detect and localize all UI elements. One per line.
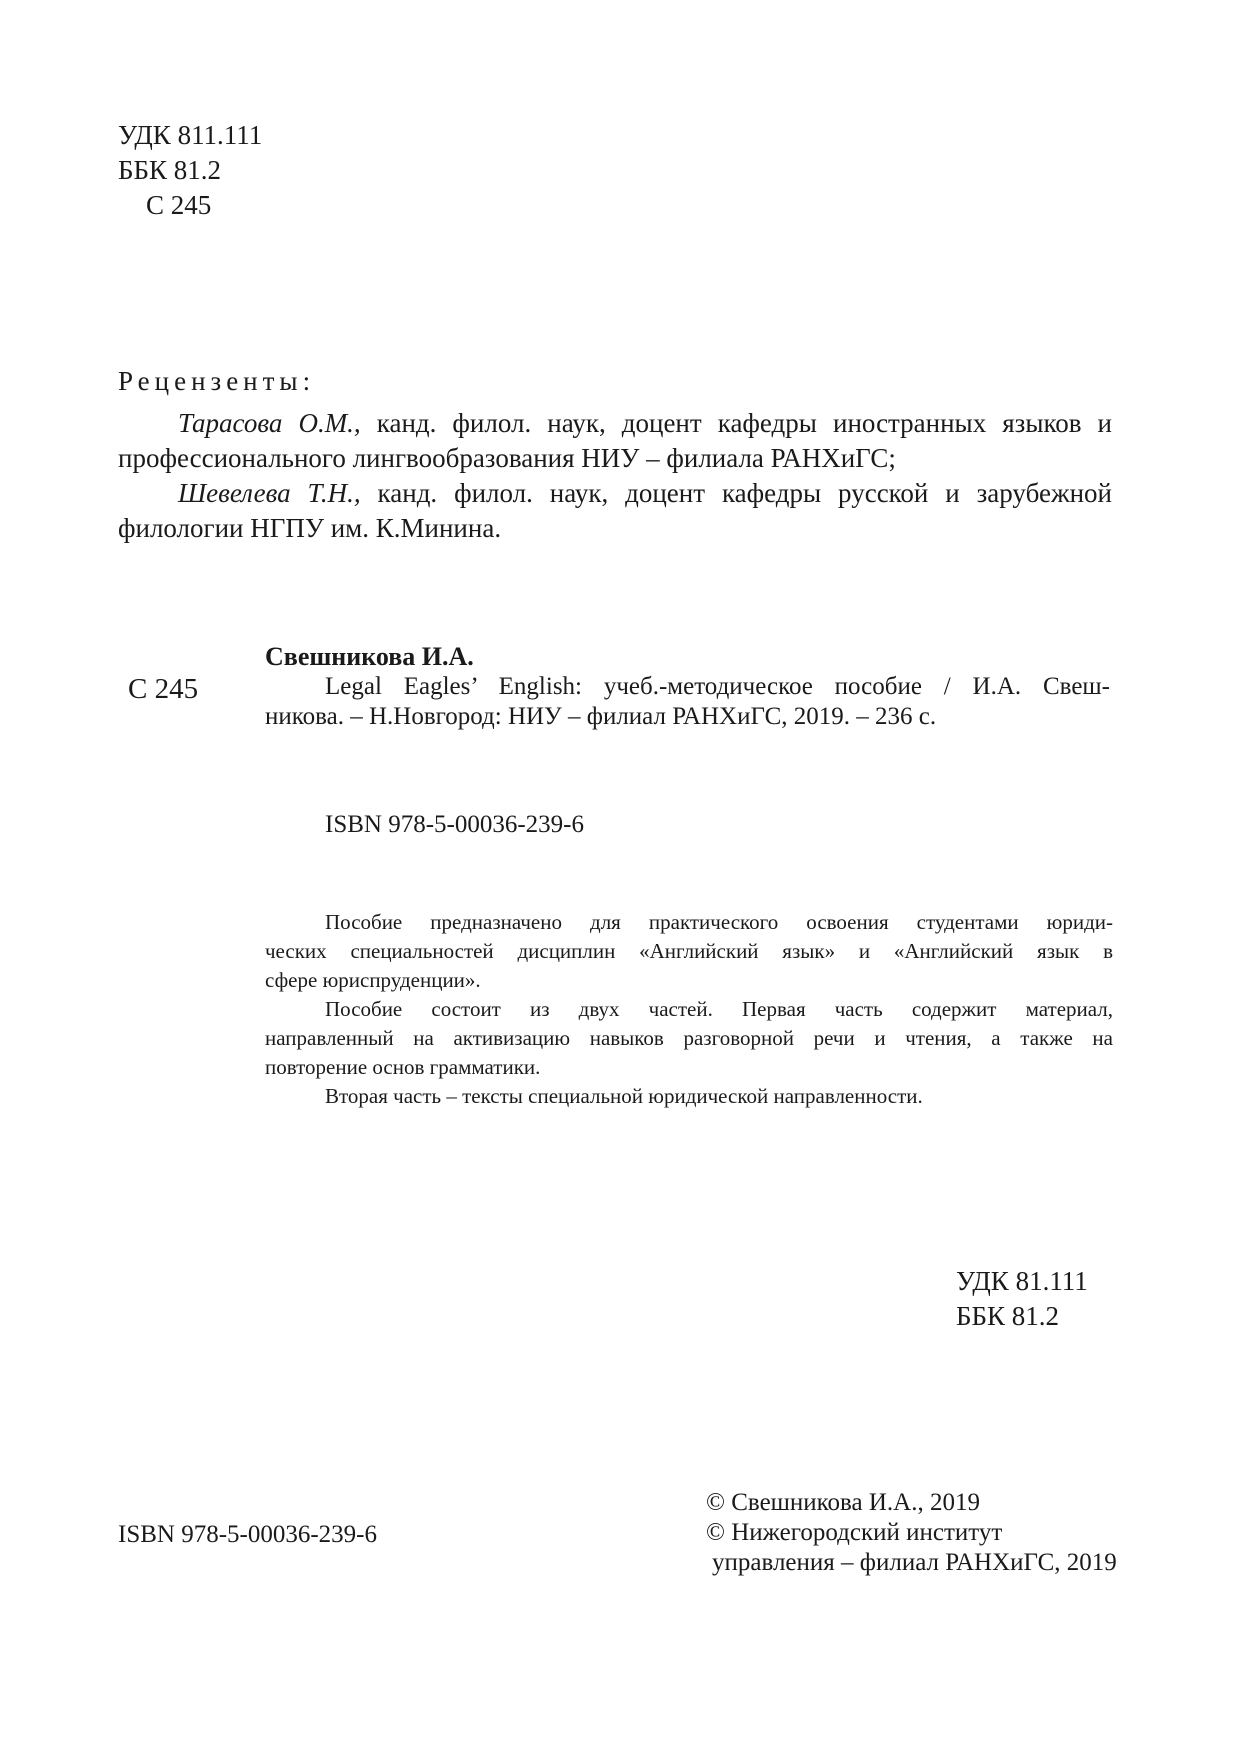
annotation xyxy=(265,908,1113,1111)
reviewer1-name: Тарасова О.М., xyxy=(178,408,361,438)
author-mark: С 245 xyxy=(146,190,212,220)
reviewer2-details: канд. филол. наук, доцент кафедры русской и зарубежной xyxy=(377,478,1112,508)
bib-isbn: ISBN 978-5-00036-239-6 xyxy=(325,811,585,838)
copyright-institute-l1: © Нижегородский институт xyxy=(706,1519,1003,1546)
bbk-code-bottom: ББК 81.2 xyxy=(956,1301,1060,1331)
annotation-p1-l2: ческих специальностей дисциплин «Английский язык» и «Английский язык в xyxy=(265,939,1113,963)
copyright-block xyxy=(706,1488,1117,1578)
reviewer2-line1 xyxy=(118,476,1112,511)
reviewers-block xyxy=(118,406,1112,546)
classification-top xyxy=(118,118,262,223)
bib-record xyxy=(265,642,1110,732)
bbk-code: ББК 81.2 xyxy=(118,155,222,185)
bib-line2: никова. – Н.Новгород: НИУ – филиал РАНХиГС, 2019. – 236 с. xyxy=(265,703,937,730)
reviewer1-line1 xyxy=(118,406,1112,441)
annotation-p1-l3: сфере юриспруденции». xyxy=(265,968,481,992)
footer-isbn: ISBN 978-5-00036-239-6 xyxy=(118,1521,378,1548)
udk-code: УДК 811.111 xyxy=(118,120,263,150)
copyright-institute-l2: управления – филиал РАНХиГС, 2019 xyxy=(712,1549,1117,1576)
reviewer1-details: канд. филол. наук, доцент кафедры иностранных языков и xyxy=(376,408,1112,438)
annotation-p3-l1: Вторая часть – тексты специальной юридической направленности. xyxy=(325,1084,923,1108)
bib-line1: Legal Eagles’ English: учеб.-методическое пособие / И.А. Свеш- xyxy=(325,673,1110,700)
annotation-p1-l1: Пособие предназначено для практического освоения студентами юриди- xyxy=(325,910,1113,934)
reviewer2-line2: филологии НГПУ им. К.Минина. xyxy=(118,513,502,543)
bib-author-mark: С 245 xyxy=(128,673,199,705)
reviewers-heading: Рецензенты: xyxy=(118,366,316,396)
copyright-author: © Свешникова И.А., 2019 xyxy=(706,1489,980,1516)
bib-author: Свешникова И.А. xyxy=(265,642,474,671)
annotation-p2-l3: повторение основ грамматики. xyxy=(265,1055,541,1079)
udk-code-bottom: УДК 81.111 xyxy=(956,1266,1088,1296)
classification-bottom xyxy=(956,1264,1088,1334)
reviewer1-line2: профессионального лингвообразования НИУ – филиала РАНХиГС; xyxy=(118,443,896,473)
annotation-p2-l1: Пособие состоит из двух частей. Первая часть содержит материал, xyxy=(325,997,1113,1021)
annotation-p2-l2: направленный на активизацию навыков разговорной речи и чтения, а также на xyxy=(265,1026,1113,1050)
reviewer2-name: Шевелева Т.Н., xyxy=(178,478,361,508)
